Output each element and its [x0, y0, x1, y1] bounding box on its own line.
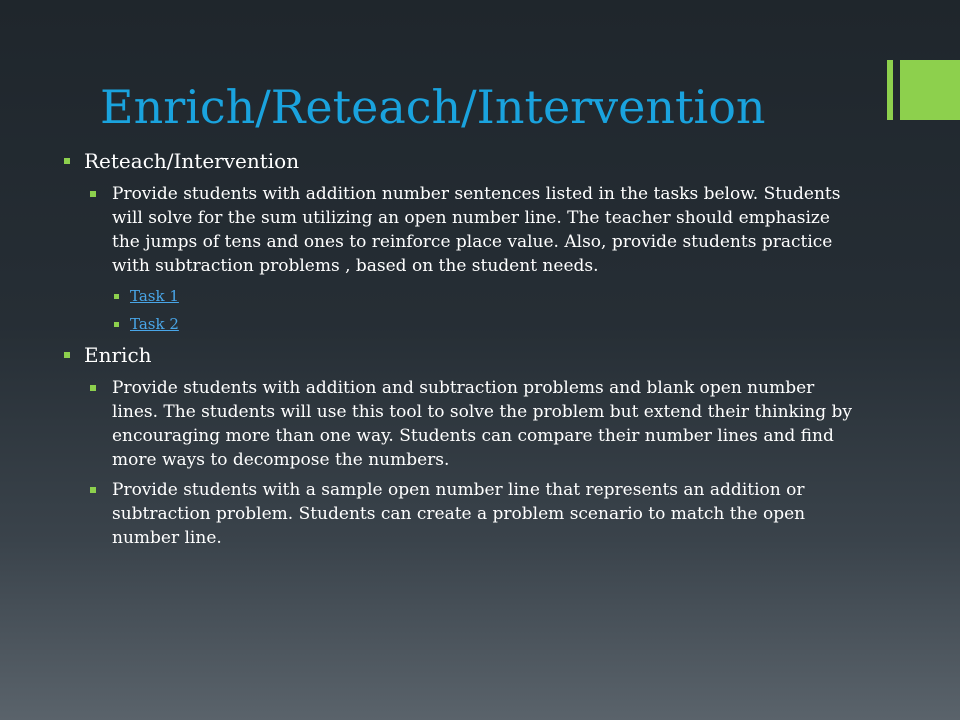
square-bullet-icon [90, 385, 96, 391]
section-enrich [62, 342, 862, 550]
section-heading: Reteach/Intervention [84, 149, 300, 173]
square-bullet-icon [64, 158, 70, 164]
list-item [84, 478, 862, 550]
square-bullet-icon [114, 294, 119, 299]
section-reteach [62, 148, 862, 334]
section-heading: Enrich [84, 343, 152, 367]
list-item [84, 376, 862, 472]
task-2-link[interactable]: Task 2 [130, 315, 179, 333]
slide-title: Enrich/Reteach/Intervention [100, 80, 766, 134]
task-link-item [112, 286, 862, 306]
sub-bullet-list [84, 376, 862, 550]
accent-bar-thick [900, 60, 960, 120]
item-text: Provide students with addition and subtraction problems and blank open number lines. The students will use this tool to solve the problem but extend their thinking by encouraging more than one way. Students can compare their number lines and find more ways to decompose the numbers. [112, 378, 853, 470]
list-item [84, 182, 862, 334]
main-bullet-list [62, 148, 862, 550]
accent-bar-thin [887, 60, 893, 120]
item-text: Provide students with addition number sentences listed in the tasks below. Students will solve for the sum utilizing an open number line. The teacher should emphasize the jumps of tens and ones to reinforce place value. Also, provide students practice with subtraction problems , based on the student needs. [112, 184, 841, 276]
task-link-list [112, 286, 862, 334]
square-bullet-icon [114, 322, 119, 327]
slide-body [62, 148, 862, 556]
item-text: Provide students with a sample open number line that represents an addition or subtraction problem. Students can create a problem scenario to match the open number line. [112, 480, 806, 548]
sub-bullet-list [84, 182, 862, 334]
task-link-item [112, 314, 862, 334]
square-bullet-icon [90, 191, 96, 197]
square-bullet-icon [64, 352, 70, 358]
square-bullet-icon [90, 487, 96, 493]
task-1-link[interactable]: Task 1 [130, 287, 179, 305]
